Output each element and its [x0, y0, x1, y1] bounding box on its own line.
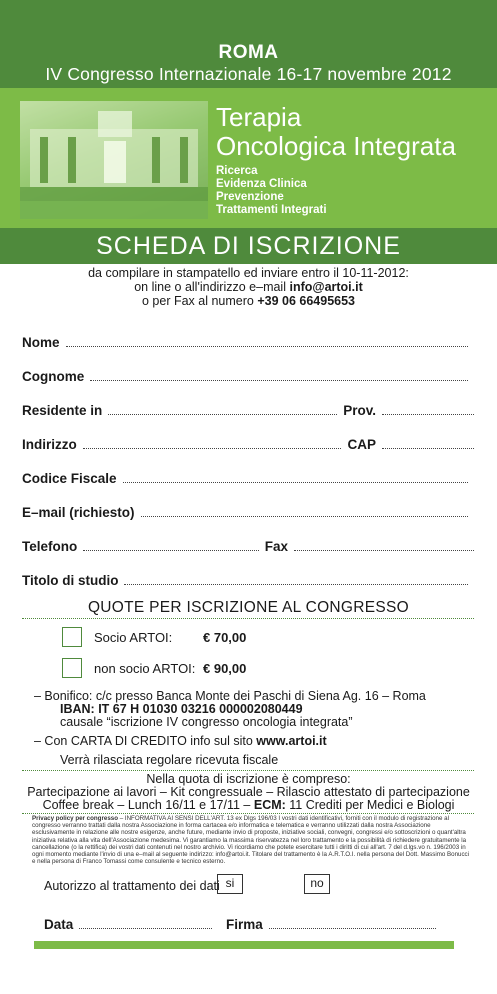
socio-checkbox[interactable]: [62, 627, 82, 647]
telefono-field[interactable]: [22, 539, 474, 554]
included-heading: Nella quota di iscrizione è compreso:: [146, 772, 351, 786]
ricevuta-text: Verrà rilasciata regolare ricevuta fiscale: [60, 753, 279, 767]
cognome-line[interactable]: [90, 380, 468, 381]
included-line1: Partecipazione ai lavori – Kit congressuale – Rilascio attestato di partecipazione: [27, 785, 470, 799]
included-line2-pre: Coffee break – Lunch 16/11 e 17/11 –: [42, 798, 254, 812]
fax-label: Fax: [264, 539, 288, 554]
codice-fiscale-field[interactable]: [22, 471, 474, 486]
instructions: [0, 266, 497, 308]
instructions-line1: da compilare in stampatello ed inviare entro il 10-11-2012:: [88, 266, 409, 280]
instructions-line3: [0, 294, 497, 308]
event-title-line1: Terapia: [216, 102, 302, 132]
email-label: E–mail (richiesto): [22, 505, 135, 520]
nome-line[interactable]: [66, 346, 468, 347]
website-link[interactable]: www.artoi.it: [256, 734, 327, 748]
residente-label: Residente in: [22, 403, 103, 418]
cap-line[interactable]: [382, 448, 474, 449]
titolo-label: Titolo di studio: [22, 573, 119, 588]
causale-text: causale “iscrizione IV congresso oncologia integrata”: [60, 715, 353, 729]
consent-si-box[interactable]: si: [217, 874, 243, 894]
contact-email[interactable]: info@artoi.it: [289, 280, 363, 294]
data-line[interactable]: [79, 928, 212, 929]
event-title-line2: Oncologica Integrata: [216, 131, 456, 161]
non-socio-price: € 90,00: [203, 661, 247, 676]
divider: [22, 618, 474, 619]
non-socio-checkbox[interactable]: [62, 658, 82, 678]
instructions-email-text: on line o all'indirizzo e–mail: [134, 280, 290, 294]
fax-line[interactable]: [294, 550, 474, 551]
privacy-policy: [32, 815, 472, 865]
indirizzo-line[interactable]: [83, 448, 342, 449]
telefono-label: Telefono: [22, 539, 78, 554]
topic-tag: Trattamenti Integrati: [216, 204, 327, 216]
cap-label: CAP: [347, 437, 376, 452]
header-band: [0, 0, 497, 88]
indirizzo-field[interactable]: [22, 437, 474, 452]
instructions-line2: [0, 280, 497, 294]
codice-fiscale-line[interactable]: [123, 482, 468, 483]
included-line2-post: 11 Crediti per Medici e Biologi: [285, 798, 455, 812]
residente-field[interactable]: [22, 403, 474, 418]
data-field[interactable]: [44, 917, 218, 932]
titolo-field[interactable]: [22, 573, 474, 588]
bonifico-text: – Bonifico: c/c presso Banca Monte dei Paschi di Siena Ag. 16 – Roma: [34, 689, 426, 703]
data-label: Data: [44, 917, 74, 932]
prov-line[interactable]: [382, 414, 474, 415]
firma-label: Firma: [226, 917, 263, 932]
fountain-photo: [20, 101, 208, 219]
socio-price: € 70,00: [203, 630, 247, 645]
divider: [22, 813, 474, 814]
firma-line[interactable]: [269, 928, 436, 929]
footer-bar: [34, 941, 454, 949]
cognome-label: Cognome: [22, 369, 85, 384]
indirizzo-label: Indirizzo: [22, 437, 77, 452]
congress-subtitle: IV Congresso Internazionale 16-17 novembre 2012: [45, 64, 452, 84]
consent-no-box[interactable]: no: [304, 874, 330, 894]
city-title: ROMA: [218, 42, 279, 63]
cognome-field[interactable]: [22, 369, 474, 384]
included-line2: [0, 799, 497, 813]
contact-fax: +39 06 66495653: [257, 294, 355, 308]
iban-text: IBAN: IT 67 H 01030 03216 000002080449: [60, 702, 303, 716]
residente-line[interactable]: [108, 414, 337, 415]
titolo-line[interactable]: [124, 584, 468, 585]
divider: [22, 770, 474, 771]
email-line[interactable]: [141, 516, 468, 517]
ecm-label: ECM:: [253, 798, 286, 812]
carta-text: [34, 735, 327, 749]
email-field[interactable]: [22, 505, 474, 520]
quote-title: QUOTE PER ISCRIZIONE AL CONGRESSO: [87, 599, 410, 616]
topic-tag: Evidenza Clinica: [216, 178, 307, 190]
instructions-fax-text: o per Fax al numero: [141, 294, 258, 308]
consent-label: Autorizzo al trattamento dei dati: [44, 879, 220, 893]
nome-label: Nome: [22, 335, 60, 350]
socio-label: Socio ARTOI:: [94, 630, 173, 645]
topic-tag: Prevenzione: [216, 191, 284, 203]
carta-prefix: – Con CARTA DI CREDITO info sul sito: [34, 734, 257, 748]
topic-tags: [216, 165, 327, 217]
topic-tag: Ricerca: [216, 165, 258, 177]
non-socio-label: non socio ARTOI:: [94, 661, 196, 676]
privacy-text: – INFORMATIVA AI SENSI DELL'ART. 13 ex Dlgs 196/03 I vostri dati identificativi, forniti con il modulo di registrazione al congresso verranno trattati dalla nostra Associazione in forma cartacea e/o informatica e telematica e verranno utilizzati dalla nostra Associazione esclusivamente in relazione alle nostre esigenze, anche future, mediante invio di proposte, iniziative sociali, convegni, congressi e/o sottoscrizioni o quant'altra iniziativa relativa alla vita dell'Associazione medesima. Vi garantiamo la massima riservatezza nel loro trattamento e la possibilità di richiedere gratuitamente la cancellazione (o la rettifica) dei vostri dati contenuti nel nostro archivio. Vi ricordiamo che potete esercitare tutti i diritti di cui all'art. 7 del d.lgs.vo n. 196/2003 in ogni momento mediante l'invio di una e–mail al seguente indirizzo: info@artoi.it. Titolare del trattamento è la A.R.T.O.I. nella persona del Dott. Massimo Bonucci e nella persona di Franco Tomassi come consulente e tecnico esterno.: [32, 815, 470, 866]
nome-field[interactable]: [22, 335, 474, 350]
privacy-title: Privacy policy per congresso: [32, 815, 118, 822]
form-title: SCHEDA DI ISCRIZIONE: [0, 228, 497, 264]
telefono-line[interactable]: [83, 550, 258, 551]
firma-field[interactable]: [226, 917, 436, 932]
prov-label: Prov.: [343, 403, 376, 418]
codice-fiscale-label: Codice Fiscale: [22, 471, 117, 486]
